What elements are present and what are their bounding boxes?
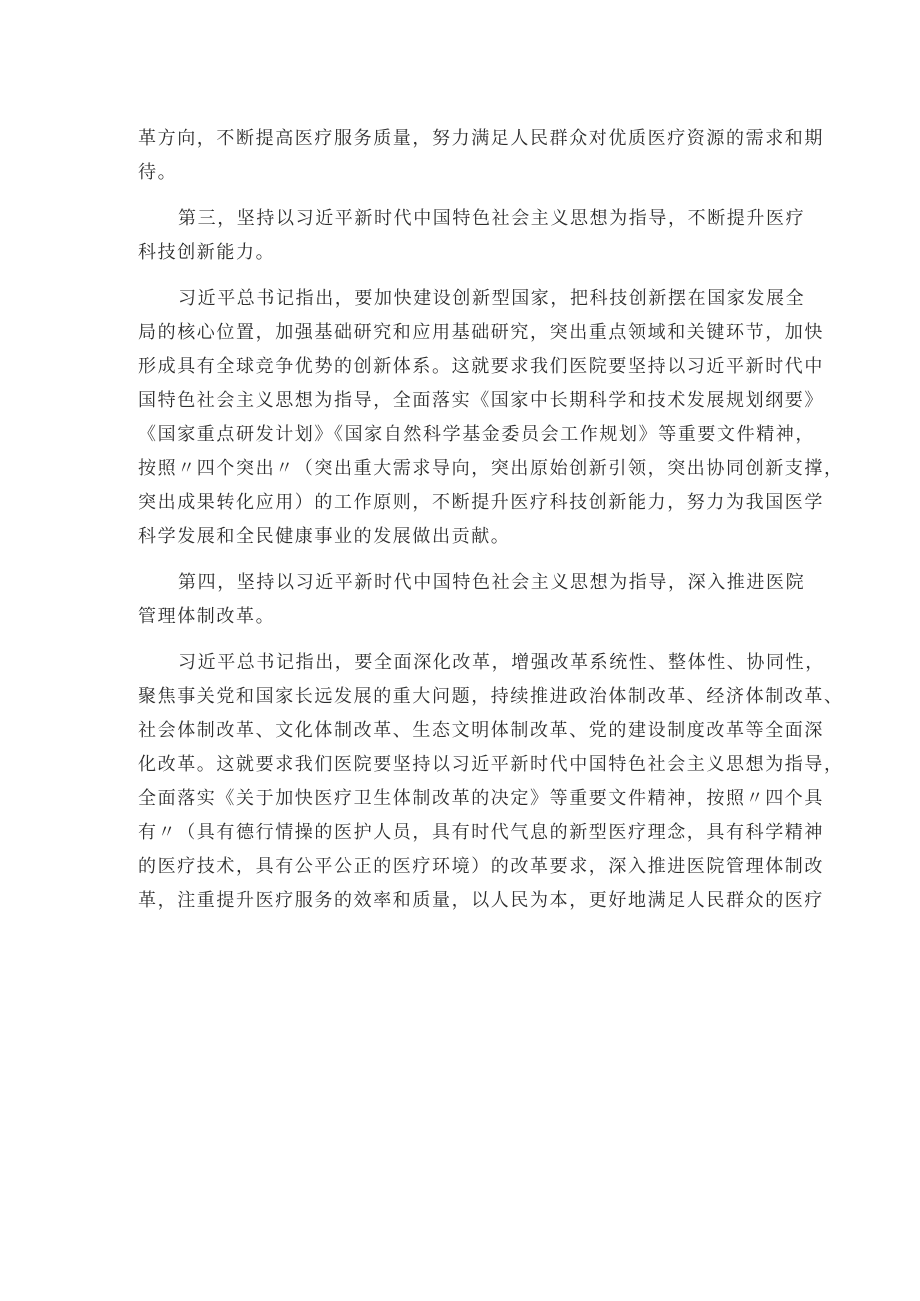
text-line: 形成具有全球竞争优势的创新体系。这就要求我们医院要坚持以习近平新时代中 (138, 356, 824, 377)
text-line: 的医疗技术，具有公平公正的医疗环境）的改革要求，深入推进医院管理体制改 (138, 856, 824, 877)
text-line: 社会体制改革、文化体制改革、生态文明体制改革、党的建设制度改革等全面深 (138, 720, 824, 741)
section-heading-line: 第三，坚持以习近平新时代中国特色社会主义思想为指导，不断提升医疗 (178, 208, 806, 229)
text-line: 习近平总书记指出，要全面深化改革，增强改革系统性、整体性、协同性， (178, 652, 825, 673)
text-line: 全面落实《关于加快医疗卫生体制改革的决定》等重要文件精神，按照〃四个具 (138, 788, 824, 809)
section-heading-line: 第四，坚持以习近平新时代中国特色社会主义思想为指导，深入推进医院 (178, 572, 806, 593)
text-line: 局的核心位置，加强基础研究和应用基础研究，突出重点领域和关键环节，加快 (138, 322, 824, 343)
text-line: 《国家重点研发计划》《国家自然科学基金委员会工作规划》等重要文件精神， (138, 424, 815, 445)
text-line: 革方向，不断提高医疗服务质量，努力满足人民群众对优质医疗资源的需求和期 (138, 128, 824, 149)
text-line: 化改革。这就要求我们医院要坚持以习近平新时代中国特色社会主义思想为指导， (138, 754, 844, 775)
text-line: 有〃（具有德行情操的医护人员，具有时代气息的新型医疗理念，具有科学精神 (138, 822, 824, 843)
text-line: 习近平总书记指出，要加快建设创新型国家，把科技创新摆在国家发展全 (178, 288, 806, 309)
section-heading-line: 管理体制改革。 (138, 606, 276, 627)
text-line: 待。 (138, 162, 178, 183)
section-heading-line: 科技创新能力。 (138, 242, 276, 263)
text-line: 聚焦事关党和国家长远发展的重大问题，持续推进政治体制改革、经济体制改革、 (138, 686, 844, 707)
text-line: 科学发展和全民健康事业的发展做出贡献。 (138, 526, 511, 547)
text-line: 国特色社会主义思想为指导，全面落实《国家中长期科学和技术发展规划纲要》 (138, 390, 824, 411)
text-line: 按照〃四个突出〃（突出重大需求导向，突出原始创新引领，突出协同创新支撑， (138, 458, 844, 479)
document-body (138, 122, 844, 918)
text-line: 突出成果转化应用）的工作原则，不断提升医疗科技创新能力，努力为我国医学 (138, 492, 824, 513)
text-line: 革，注重提升医疗服务的效率和质量，以人民为本，更好地满足人民群众的医疗 (138, 890, 824, 911)
